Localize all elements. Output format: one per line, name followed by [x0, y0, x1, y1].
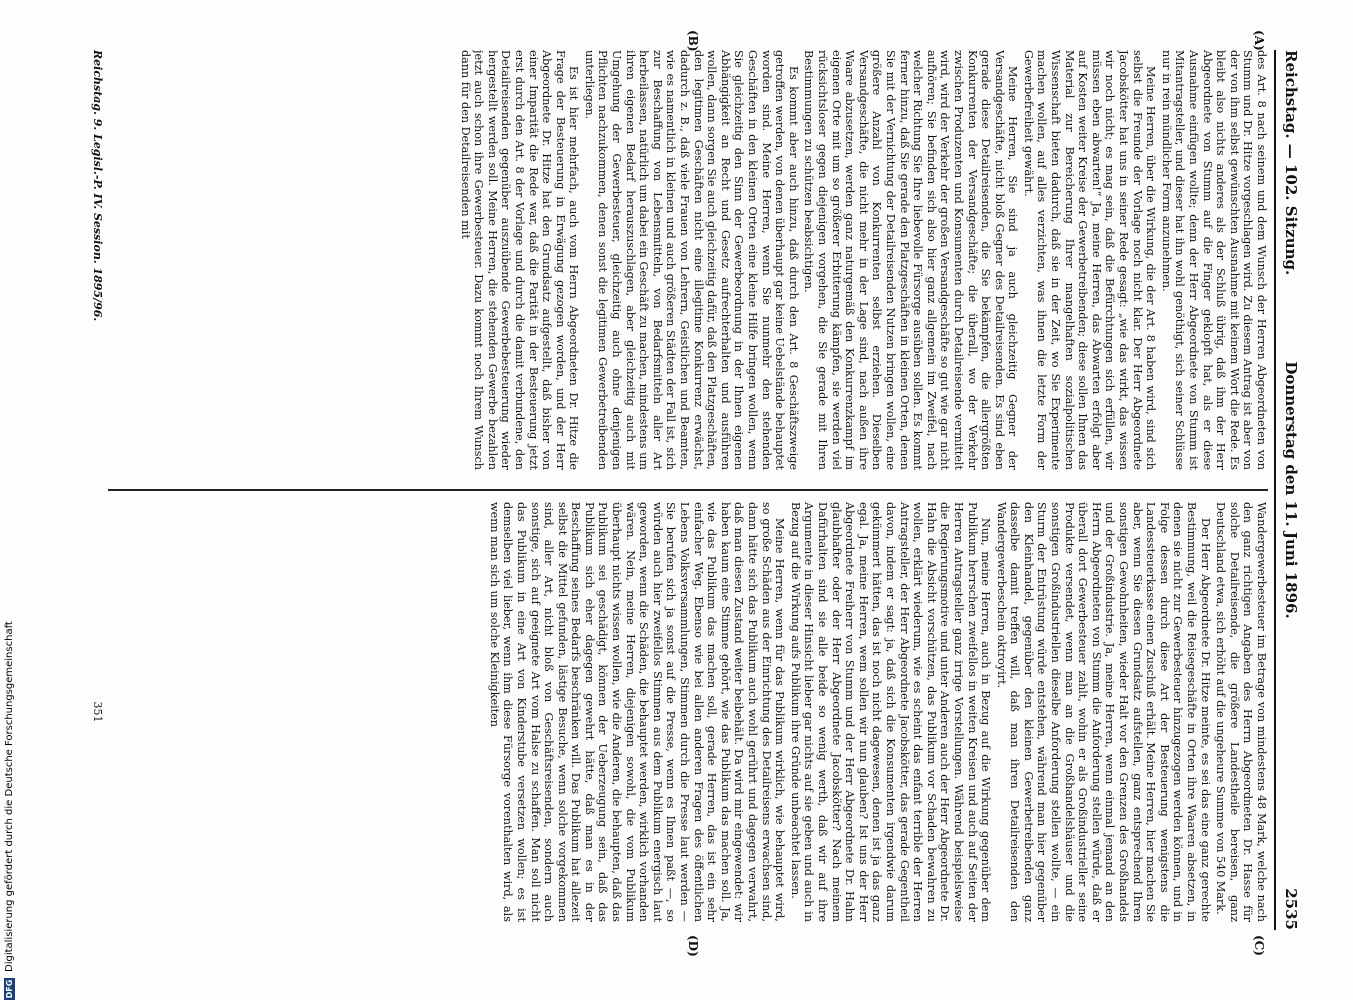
margin-mark-c: (C) — [1252, 935, 1266, 956]
rotated-sheet — [70, 30, 1300, 957]
paragraph: Meine Herren, wenn für das Publikum wirklich, wie behauptet wird, so große Schäden aus der Einrichtung des Detailreisens erwachsen sind, dann hätte sich das Publikum auch wohl gerührt und dagegen verwahrt, daß man diesen Zustand weiter beibehält. Da wird mir eingewendet: wir haben kaum eine Stimme gehört, wie das Publikum das machen soll. Ja, wie das Publikum das machen soll, gerade Herren, das ist ein sehr einfacher Weg. Ebenso wie bei allen anderen Fragen des öffentlichen Lebens Volksversammlungen, Stimmen durch die Presse laut werden — Sie berufen sich ja sonst auf die Presse, wenn es Ihnen paßt —, so würden auch hier zweifellos Stimmen aus dem Publikum energisch laut geworden, wenn die Schäden, die behauptet werden, wirklich vorhanden wären. Nein, meine Herren, diejenigen sowohl, die vom Publikum überhaupt nichts wissen wollen, wie die Anderen, die behaupten, daß das Publikum sei geschädigt, können der Ueberzeugung sein, daß das Publikum sich eher dagegen gewehrt hätte, daß man es in der Beschaffung seines Bedarfs beschränken will. Das Publikum hat allezeit selbst die Mittel gefunden, lästige Besuche, wenn solche vorgekommen sind, aller Art, nicht bloß von Geschäftsreisenden, sondern auch sonstige, sich auf geeignete Art vom Halse zu schaffen. Man soll nicht das Publikum in eine Art von Kinderstube versetzen wollen; es ist demselben viel lieber, wenn ihm diese Fürsorge vorenthalten wird, als wenn man sich um solche Kleinigkeiten — [487, 502, 787, 922]
margin-mark-b: (B) — [686, 30, 700, 52]
paragraph: Nun, meine Herren, auch in Bezug auf die Wirkung gegenüber dem Publikum herrschen zweifellos in weiten Kreisen und auch auf Seiten der Herren Antragsteller ganz irrige Vorstellungen. Während beispielsweise die Regierungsmotive und unter Anderen auch der Herr Abgeordnete Dr. Hahn die Absicht vorschützen, das Publikum vor Schaden bewahren zu wollen, erklärt wiederum, wie es scheint das enfant terrible der Herren Antragsteller, der Herr Abgeordnete Jacobskötter, das gerade Gegentheil davon, indem er sagt: ja, daß sich die Konsumenten irgendwie darum gekümmert hätten, das ist noch nicht dagewesen, denen ist ja das ganz egal. Ja, meine Herren, wem sollen wir nun glauben? Ist uns der Herr Abgeordnete Freiherr von Stumm und der Herr Abgeordnete Dr. Hahn glaubhafter oder der Herr Abgeordnete Jacobskötter? Nach meinem Dafürhalten sind sie alle beide so wenig werth, daß wir auf ihre Argumente in dieser Hinsicht lieber gar nichts auf sie geben und auch in Bezug auf die Wirkung aufs Publikum ihre Gründe unbeachtet lassen. — [788, 502, 993, 922]
footer-page-number: 351 — [91, 701, 104, 723]
margin-mark-d: (D) — [686, 935, 700, 957]
digitization-credit — [2, 0, 16, 1000]
paragraph: des Art. 8 nach seinem und dem Wunsch der Herren Abgeordneten von Stumm und Dr. Hitze vorgeschlagen wird. Zu diesem Antrag ist aber von der von ihm selbst gewünschten Ausnahme mit keinem Wort die Rede. Es bleibt also nichts anderes als der Schluß übrig, daß ihm der Herr Abgeordnete von Stumm auf die Finger geklopft hat, als er diese Ausnahme einfügen wollte; denn der Herr Abgeordnete von Stumm ist Mitantragsteller, und dieser hat ihn wohl genöthigt, sich seiner Schlüsse nur in rein mündlicher Form anzunehmen. — [1159, 50, 1268, 470]
paragraph: Der Herr Abgeordnete Dr. Hitze meinte, es sei das eine ganz gerechte Bestimmung, weil die Reisegeschäfte in Orten ihre Waaren absetzen, in denen sie nicht zur Gewerbesteuer hinzugezogen werden können, und in Folge dessen durch diese Art der Besteuerung wenigstens die Landessteuerkasse einen Zuschuß erhält. Meine Herren, hier machen Sie aber, wenn Sie diesen Grundsatz aufstellen, ganz entsprechend Ihren sonstigen Gewohnheiten, wieder Halt vor den Grenzen des Großhandels und der Großindustrie. Ja, meine Herren, wenn einmal jemand an den Herrn Abgeordneten von Stumm die Anforderung stellen würde, daß er überall dort Gewerbesteuer zahlt, wohin er als Großindustrieller seine Produkte versendet, wenn man an die Großhandelshäuser und die sonstigen Großindustriellen dieselbe Anforderung stellen wollte, — ein Sturm der Entrüstung würde entstehen, während man hier gegenüber den Kleinhandel, gegenüber den kleinen Gewerbetreibenden ganz dasselbe damit treffen will, daß man ihren Detailreisenden den Wandergewerbeschein oktroyirt. — [994, 502, 1212, 922]
paragraph: Es kommt aber auch hinzu, daß durch den Art. 8 Geschäftszweige getroffen werden, von denen überhaupt gar keine Uebelstände behauptet worden sind. Meine Herren, wenn Sie nunmehr den stehenden Geschäften in den kleinen Orten eine kleine Hilfe bringen wollen, wenn Sie gleichzeitig den Sinn der Gewerbeordnung in der Ihnen eigenen Abhängigkeit an Recht und Gesetz aufrechterhalten und ausführen wollen, dann sorgen Sie auch gleichzeitig dafür, daß den Platzgeschäften, den legitimen Geschäften nicht eine illegitime Konkurrenz erwächst, dadurch z. B., daß viele Frauen von Lehrern, Geistlichen und Beamten, wie es namentlich in kleinen und auch größeren Städten der Fall ist, sich zur Beschaffung von Lebensmitteln, von Bedarfsmitteln aller Art herbeilassen, natürlich um dabei ein Geschäft zu machen, mindestens um ihren eigenen Bedarf herauszuschlagen, aber gleichzeitig auch mit Umgehung der Gewerbesteuer, gleichzeitig auch ohne denjenigen Pflichten nachzukommen, denen sonst die legitimen Gewerbetreibenden unterliegen. — [582, 50, 800, 470]
header-page-number: 2535 — [1282, 888, 1300, 930]
credit-text: Digitalisierung gefördert durch die Deutsche Forschungsgemeinschaft — [3, 621, 15, 972]
session-footer: Reichstag. 9. Legisl.-P. IV. Session. 1895/96. — [91, 50, 104, 322]
header-left: Reichstag. — 102. Sitzung. — [1282, 50, 1300, 276]
dfg-logo-icon: DFG — [4, 979, 14, 999]
paragraph: Meine Herren, Sie sind ja auch gleichzeitig Gegner der Versandgeschäfte, nicht bloß Gegner des Detailreisenden. Es sind eben gerade diese Detailreisenden, die Sie bekämpfen, die allergrößten Konkurrenten der Versandgeschäfte; die überall, wo der Verkehr zwischen Produzenten und Konsumenten durch Detailreisende vermittelt wird, wird der Verkehr der großen Versandgeschäfte so gut wie gar nicht aufhören; Sie befinden sich also hier ganz allgemein im Zweifel, nach welcher Richtung Sie Ihre liebevolle Fürsorge ausüben sollen. Es kommt ferner hinzu, daß Sie gerade den Platzgeschäften in kleinen Orten, denen Sie mit der Vernichtung der Detailreisenden Nutzen bringen wollen, eine größere Anzahl von Konkurrenten selbst erziehen. Dieselben Versandgeschäfte, die nicht mehr in der Lage sind, nach außen ihre Waare abzusetzen, werden ganz naturgemäß den Konkurrenzkampf im eigenen Orte mit um so größerer Erbitterung kämpfen, sie werden viel rücksichtsloser gegen diejenigen vorgehen, die Sie gerade mit Ihren Bestimmungen zu schützen beabsichtigen. — [802, 50, 1020, 470]
paragraph: Wandergewerbesteuer im Betrage von mindestens 48 Mark, welche nach den ganz richtigen Angaben des Herrn Abgeordneten Dr. Hasse für solche Detailreisende, die größere Landestheile bereisen, ganz Deutschland etwa, sich erhöht auf die ungeheure Summe von 540 Mark. — [1214, 502, 1268, 922]
header-center: Donnerstag den 11. Juni 1896. — [1282, 361, 1300, 619]
right-column — [88, 502, 1268, 922]
header-rule — [1274, 50, 1276, 930]
left-column — [88, 50, 1268, 470]
margin-mark-a: (A) — [1252, 30, 1266, 51]
paragraph: Meine Herren, über die Wirkung, die der Art. 8 haben wird, sind sich selbst die Freunde der Vorlage noch nicht klar. Der Herr Abgeordnete Jacobskötter hat uns in seiner Rede gesagt: „wie das wirkt, das wissen wir noch nicht; es mag sein, daß die Befürchtungen sich erfüllen, wir müssen eben abwarten!“ Ja, meine Herren, das Abwarten erfolgt aber auf Kosten weiter Kreise der Gewerbetreibenden; diese sollen Ihnen das Material zur Bereicherung Ihrer mangelhaften sozialpolitischen Wissenschaft bieten dadurch, daß sie in der Zeit, wo Sie Experimente machen wollen, auf alles verzichten, was ihnen die letzte Form der Gewerbefreiheit gewährt. — [1021, 50, 1158, 470]
page-header — [1278, 50, 1300, 930]
column-divider — [108, 489, 1268, 491]
paragraph: Es ist hier mehrfach, auch vom Herrn Abgeordneten Dr. Hitze die Frage der Besteuerung in Erwägung gezogen worden, und der Herr Abgeordnete Dr. Hitze hat den Grundsatz aufgestellt, daß bisher von einer Imparität die Rede war, daß die Parität in der Besteuerung jetzt erst durch den Art. 8 der Vorlage und durch die damit verbundene, den Detailreisenden gegenüber auszuübende Gewerbebesteuerung wieder hergestellt werden soll. Meine Herren, die stehenden Gewerbe bezahlen jetzt auch schon ihre Gewerbesteuer. Dazu kommt noch Ihrem Wunsch dann für den Detailreisenden mit — [458, 50, 581, 470]
